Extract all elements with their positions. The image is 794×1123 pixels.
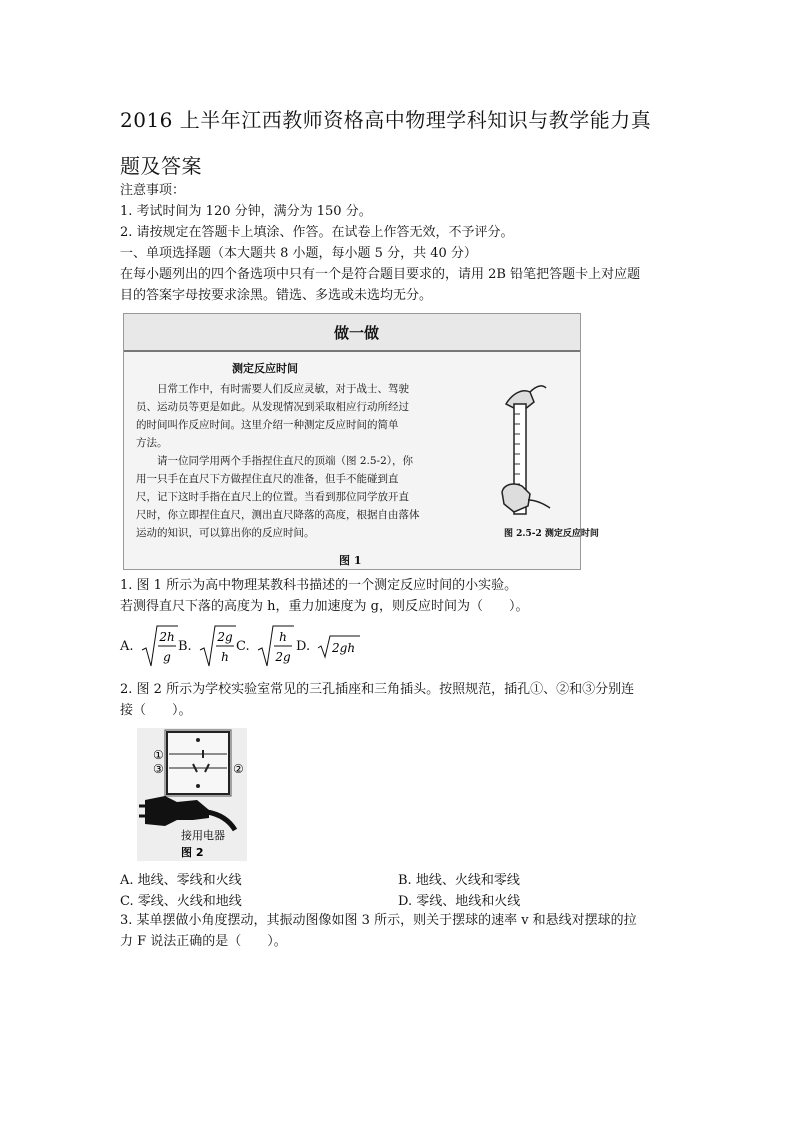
notice-heading: 注意事项： (120, 183, 186, 198)
formula-b-numerator: 2g (217, 630, 233, 644)
excerpt-line: 的时间叫作反应时间。这里介绍一种测定反应时间的简单 (136, 419, 399, 431)
formula-b-denominator: h (221, 650, 229, 664)
q1-stem-2: 若测得直尺下落的高度为 h，重力加速度为 g，则反应时间为（ ）。 (120, 599, 529, 614)
excerpt-line: 运动的知识，可以算出你的反应时间。 (136, 527, 315, 539)
socket-plug-illustration (137, 728, 247, 861)
formula-a-denominator: g (163, 650, 171, 664)
socket-mark-2: ② (233, 762, 244, 776)
excerpt-subtitle: 测定反应时间 (232, 362, 298, 375)
document-title-line2: 题及答案 (120, 154, 202, 178)
formula-sqrt-2g-over-h (198, 624, 236, 670)
formula-a-numerator: 2h (159, 630, 175, 644)
socket-mark-1: ① (153, 748, 164, 762)
excerpt-line: 用一只手在直尺下方做捏住直尺的准备，但手不能碰到直 (136, 473, 399, 485)
excerpt-line: 日常工作中，有时需要人们反应灵敏，对于战士、驾驶 (157, 383, 409, 395)
section-instruction-2: 目的答案字母按要求涂黑。错选、多选或未选均无分。 (120, 288, 433, 303)
q2-choice-c: C. 零线、火线和地线 (120, 894, 242, 909)
excerpt-header (124, 314, 580, 352)
q1-options (120, 624, 420, 670)
excerpt-body (136, 380, 491, 542)
formula-d-expression: 2gh (332, 641, 356, 655)
option-d-label: D. (296, 639, 311, 654)
q3-stem-2: 力 F 说法正确的是（ ）。 (120, 934, 287, 949)
section-heading: 一、单项选择题（本大题共 8 小题，每小题 5 分，共 40 分） (120, 246, 477, 261)
excerpt-header-text: 做一做 (334, 324, 380, 342)
socket-mark-3: ③ (153, 762, 164, 776)
formula-c-denominator: 2g (275, 650, 291, 664)
excerpt-line: 请一位同学用两个手指捏住直尺的顶端（图 2.5-2），你 (157, 455, 414, 467)
excerpt-line: 尺，记下这时手指在直尺上的位置。当看到那位同学放开直 (136, 491, 409, 503)
q2-choice-b: B. 地线、火线和零线 (398, 873, 520, 888)
figure-1-label: 图 1 (339, 554, 362, 567)
q1-stem-1: 1. 图 1 所示为高中物理某教科书描述的一个测定反应时间的小实验。 (120, 578, 518, 593)
q2-stem-2: 接（ ）。 (120, 703, 192, 718)
option-b-label: B. (178, 639, 192, 654)
notice-item-2: 2. 请按规定在答题卡上填涂、作答。在试卷上作答无效，不予评分。 (120, 225, 514, 240)
excerpt-side-caption: 图 2.5-2 测定反应时间 (504, 529, 599, 539)
q2-stem-1: 2. 图 2 所示为学校实验室常见的三孔插座和三角插头。按照规范，插孔①、②和③分别连 (120, 682, 635, 697)
option-a-label: A. (120, 639, 134, 654)
excerpt-line: 员、运动员等更是如此。从发现情况到采取相应行动所经过 (136, 401, 409, 413)
ruler-hand-illustration (484, 374, 574, 524)
figure-2-socket-plug (137, 728, 247, 861)
q2-choice-a: A. 地线、零线和火线 (120, 873, 242, 888)
document-title-line1: 2016 上半年江西教师资格高中物理学科知识与教学能力真 (120, 108, 652, 132)
formula-c-numerator: h (279, 630, 287, 644)
formula-sqrt-2gh (316, 634, 360, 660)
device-label: 接用电器 (181, 829, 225, 842)
q2-choice-d: D. 零线、地线和火线 (398, 894, 521, 909)
notice-item-1: 1. 考试时间为 120 分钟，满分为 150 分。 (120, 204, 372, 219)
formula-sqrt-2h-over-g (140, 624, 178, 670)
q3-stem-1: 3. 某单摆做小角度摆动，其振动图像如图 3 所示，则关于摆球的速率 v 和悬线对摆球的拉 (120, 913, 637, 928)
excerpt-line: 方法。 (136, 437, 168, 449)
section-instruction-1: 在每小题列出的四个备选项中只有一个是符合题目要求的，请用 2B 铅笔把答题卡上对应题 (120, 267, 641, 282)
option-c-label: C. (236, 639, 250, 654)
excerpt-line: 尺时，你立即捏住直尺，测出直尺降落的高度，根据自由落体 (136, 509, 420, 521)
formula-sqrt-h-over-2g (256, 624, 294, 670)
figure-1-textbook-excerpt (123, 313, 599, 570)
figure-2-label: 图 2 (181, 846, 204, 859)
